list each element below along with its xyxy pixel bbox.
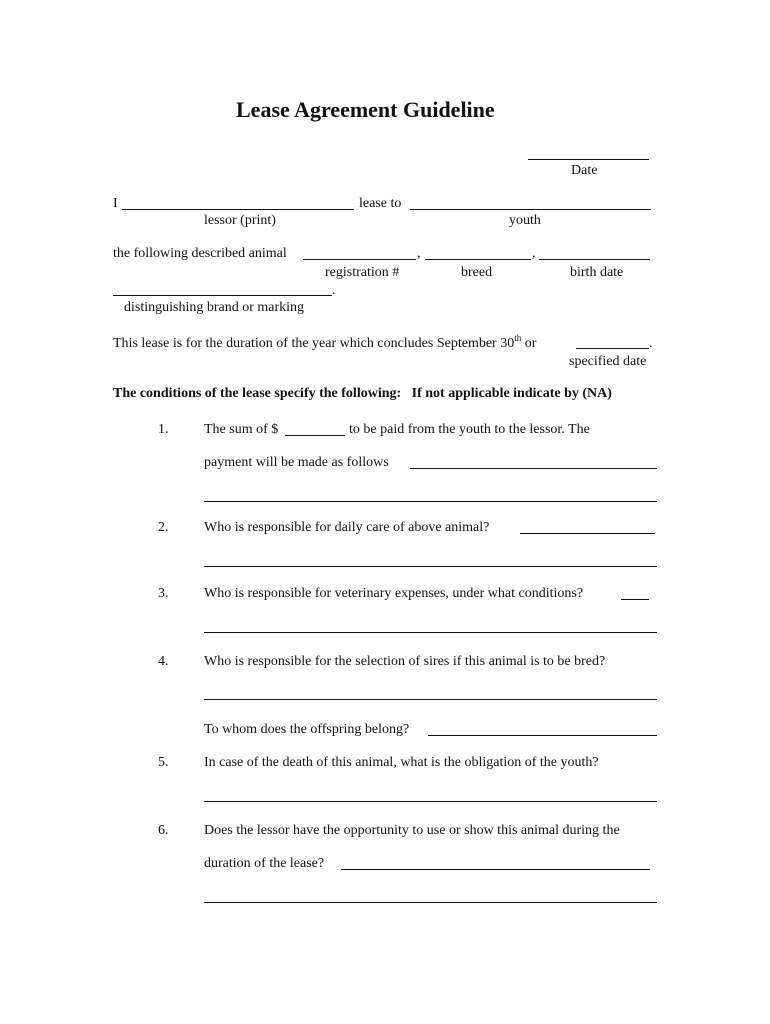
date-label: Date [571, 163, 598, 178]
item-5-text: In case of the death of this animal, what is the obligation of the youth? [204, 755, 599, 770]
item-number: 2. [158, 520, 169, 535]
date-field[interactable] [528, 159, 649, 160]
answer-line[interactable] [204, 566, 657, 567]
youth-label: youth [509, 213, 541, 228]
separator: . [332, 283, 336, 298]
item-6-line2: duration of the lease? [204, 856, 325, 871]
registration-field[interactable] [303, 259, 416, 260]
item-number: 6. [158, 823, 169, 838]
lease-intro: I [113, 196, 118, 211]
birth-date-field[interactable] [539, 259, 650, 260]
answer-line[interactable] [204, 699, 657, 700]
breed-field[interactable] [425, 259, 531, 260]
lessor-field[interactable] [122, 209, 354, 210]
specified-date-field[interactable] [576, 348, 649, 349]
answer-line[interactable] [204, 902, 657, 903]
answer-line[interactable] [204, 501, 657, 502]
item-4-sub: To whom does the offspring belong? [204, 722, 410, 737]
duration-use-field[interactable] [341, 869, 650, 870]
separator: , [532, 246, 536, 261]
lease-to-text: lease to [359, 196, 402, 211]
item-6-text: Does the lessor have the opportunity to use or show this animal during the [204, 823, 620, 838]
item-number: 1. [158, 422, 169, 437]
daily-care-field[interactable] [520, 533, 655, 534]
item-number: 3. [158, 586, 169, 601]
duration-text: This lease is for the duration of the year which concludes September 30th or [113, 333, 537, 351]
offspring-field[interactable] [428, 735, 657, 736]
animal-text: the following described animal [113, 246, 287, 261]
separator: . [649, 336, 653, 351]
item-1-text-a: The sum of $ [204, 422, 279, 437]
item-1-text-b: to be paid from the youth to the lessor. The [349, 422, 590, 437]
veterinary-field[interactable] [621, 599, 649, 600]
item-number: 4. [158, 654, 169, 669]
page-title: Lease Agreement Guideline [236, 97, 495, 122]
lessor-label: lessor (print) [204, 213, 276, 228]
item-2-text: Who is responsible for daily care of above animal? [204, 520, 490, 535]
answer-line[interactable] [204, 632, 657, 633]
item-4-text: Who is responsible for the selection of sires if this animal is to be bred? [204, 654, 606, 669]
marking-field[interactable] [113, 295, 332, 296]
item-3-text: Who is responsible for veterinary expenses, under what conditions? [204, 586, 584, 601]
registration-label: registration # [325, 265, 400, 280]
youth-field[interactable] [410, 209, 651, 210]
birth-date-label: birth date [570, 265, 624, 280]
item-1-line2: payment will be made as follows [204, 455, 389, 470]
conditions-heading: The conditions of the lease specify the following: If not applicable indicate by (NA) [113, 386, 612, 401]
payment-field[interactable] [410, 468, 657, 469]
breed-label: breed [461, 265, 493, 280]
separator: , [417, 246, 421, 261]
specified-date-label: specified date [569, 354, 647, 369]
marking-label: distinguishing brand or marking [124, 300, 305, 315]
item-number: 5. [158, 755, 169, 770]
sum-field[interactable] [285, 435, 345, 436]
answer-line[interactable] [204, 801, 657, 802]
